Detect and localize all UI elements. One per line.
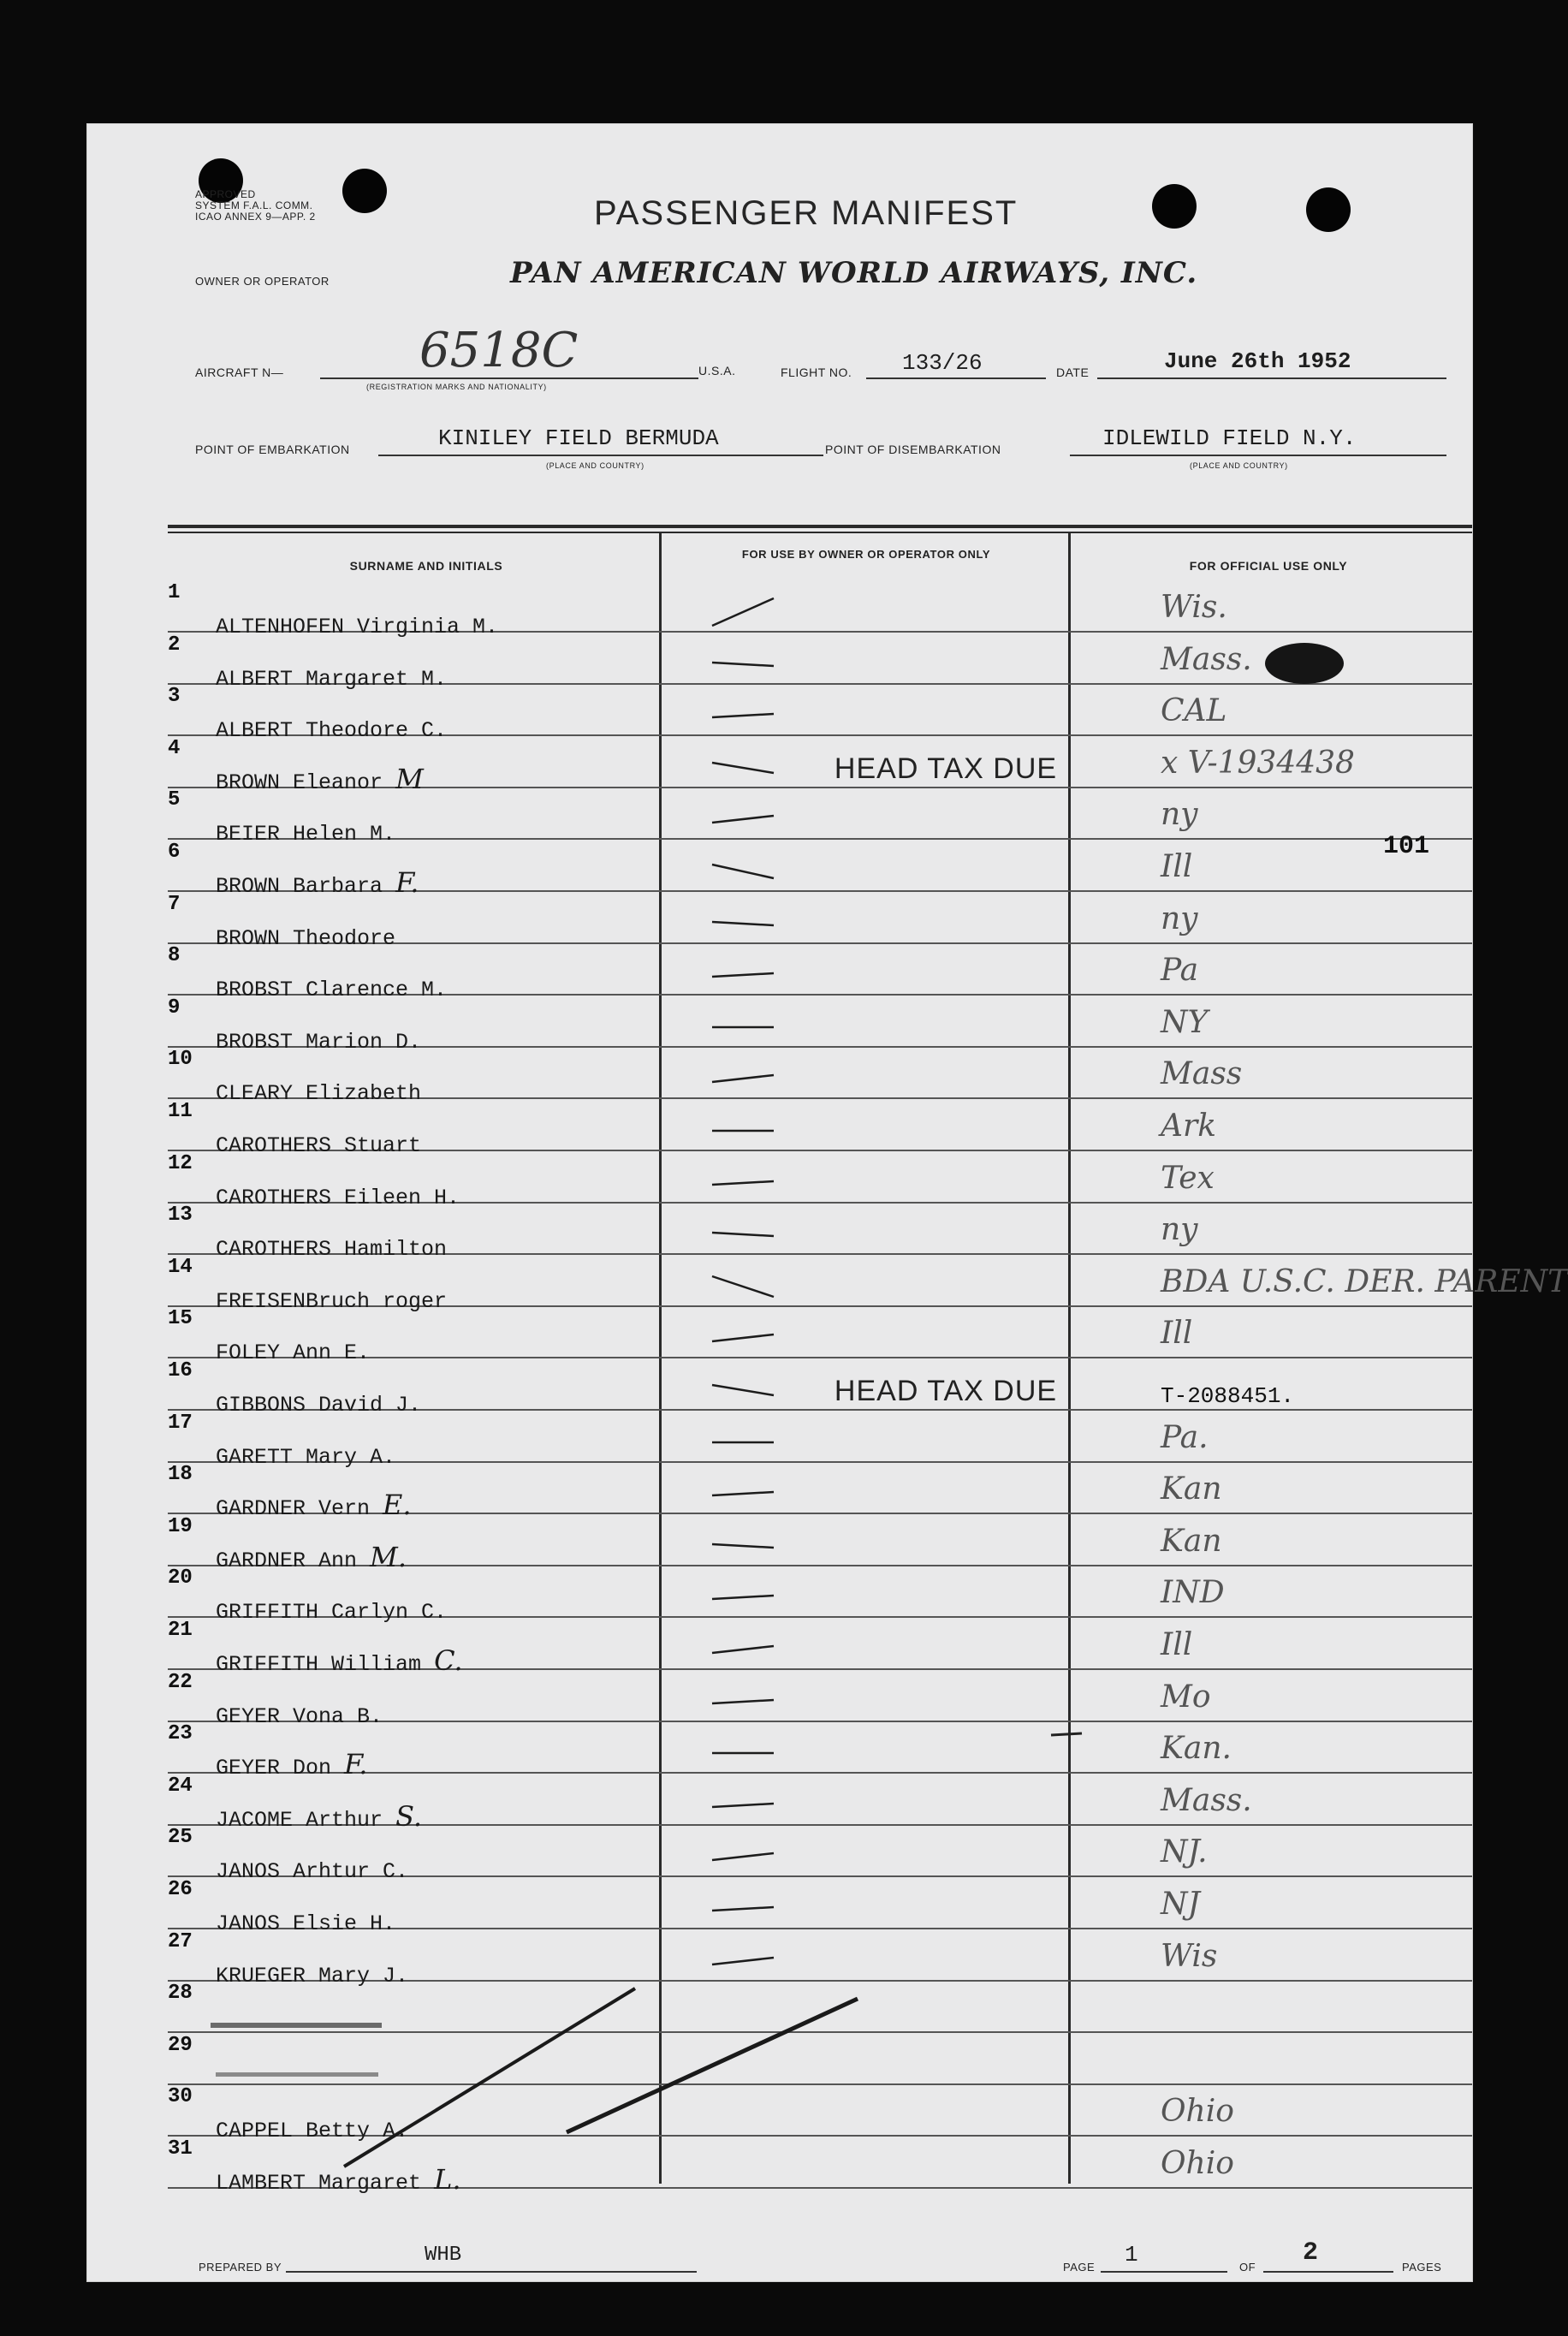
row-number: 4 xyxy=(168,736,181,760)
manifest-sheet xyxy=(87,124,1568,2281)
passenger-name: CLEARY Elizabeth xyxy=(216,1081,422,1107)
approval-line: ICAO ANNEX 9—APP. 2 xyxy=(195,211,316,223)
passenger-name: GRIFFITH Carlyn C. xyxy=(216,1600,448,1626)
official-use-note: Tex xyxy=(1161,1160,1215,1196)
row-number: 22 xyxy=(168,1670,193,1694)
of-value: 2 xyxy=(1303,2238,1319,2268)
usa-label: U.S.A. xyxy=(698,364,736,377)
passenger-name: BROWN Barbara F. xyxy=(216,866,419,899)
passenger-name: CAPPEL Betty A. xyxy=(216,2119,409,2144)
official-use-note: BDA U.S.C. DER. PARENT xyxy=(1161,1263,1568,1299)
approval-line: APPROVED xyxy=(195,188,256,200)
passenger-name: ALBERT Margaret M. xyxy=(216,666,448,692)
passenger-name: CAROTHERS Stuart xyxy=(216,1133,422,1158)
of-label: OF xyxy=(1239,2261,1256,2274)
flight-value: 133/26 xyxy=(902,350,983,376)
official-use-note: T-2088451. xyxy=(1161,1383,1295,1409)
embark-value: KINILEY FIELD BERMUDA xyxy=(438,425,719,451)
row-number: 13 xyxy=(168,1204,193,1227)
passenger-name: JACOME Arthur S. xyxy=(216,1799,423,1833)
passenger-name: ALBERT Theodore C. xyxy=(216,718,448,744)
official-use-note: Pa. xyxy=(1161,1419,1209,1455)
official-use-note: Ohio xyxy=(1161,2094,1234,2130)
passenger-name: FOLEY Ann E. xyxy=(216,1340,371,1366)
official-use-note: Kan xyxy=(1161,1471,1222,1507)
row-number: 25 xyxy=(168,1826,193,1850)
passenger-name: GARDNER Vern E. xyxy=(216,1489,412,1522)
official-use-note: NJ xyxy=(1161,1887,1200,1922)
official-use-note: Ohio xyxy=(1161,2146,1234,2181)
row-number: 10 xyxy=(168,1048,193,1072)
row-number: 8 xyxy=(168,944,181,968)
page-title: PASSENGER MANIFEST xyxy=(594,194,1019,232)
row-number: 28 xyxy=(168,1982,193,2006)
official-use-note: Kan xyxy=(1161,1523,1222,1559)
row-number: 3 xyxy=(168,685,181,709)
official-use-note: NY xyxy=(1161,1004,1209,1040)
row-number: 21 xyxy=(168,1619,193,1642)
passenger-name: GIBBONS David J. xyxy=(216,1393,422,1418)
row-number: 9 xyxy=(168,996,181,1019)
official-use-note: Ill xyxy=(1161,1316,1193,1352)
row-number: 5 xyxy=(168,788,181,812)
official-use-note: ny xyxy=(1161,797,1198,833)
passenger-name: ALTENHOFEN Virginia M. xyxy=(216,615,499,639)
handwritten-initial: M. xyxy=(370,1540,407,1573)
owner-value: PAN AMERICAN WORLD AIRWAYS, INC. xyxy=(510,256,1198,290)
handwritten-initial: M xyxy=(395,762,424,795)
official-use-note: NJ. xyxy=(1161,1834,1208,1870)
row-number: 31 xyxy=(168,2137,193,2161)
disembark-label: POINT OF DISEMBARKATION xyxy=(825,443,1001,456)
aircraft-value: 6518C xyxy=(419,323,579,378)
row-number: 26 xyxy=(168,1878,193,1901)
row-number: 17 xyxy=(168,1411,193,1435)
page-label: PAGE xyxy=(1063,2261,1096,2274)
passenger-name: BEIER Helen M. xyxy=(216,822,396,847)
owner-use-note: HEAD TAX DUE xyxy=(834,752,1058,785)
row-number: 18 xyxy=(168,1463,193,1487)
row-number: 30 xyxy=(168,2085,193,2109)
official-code: 101 xyxy=(1383,832,1430,861)
row-number: 6 xyxy=(168,841,181,864)
passenger-name: GEYER Vona B. xyxy=(216,1703,383,1729)
handwritten-initial: F. xyxy=(344,1748,368,1781)
page-value: 1 xyxy=(1125,2242,1138,2268)
official-use-note: Mass. xyxy=(1161,1782,1252,1818)
approval-line: SYSTEM F.A.L. COMM. xyxy=(195,199,313,211)
date-label: DATE xyxy=(1056,366,1090,379)
row-number: 29 xyxy=(168,2033,193,2057)
official-use-note: Mass. xyxy=(1161,641,1252,677)
official-use-note: Wis xyxy=(1161,1938,1218,1974)
row-number: 15 xyxy=(168,1307,193,1331)
passenger-name: LAMBERT Margaret L. xyxy=(216,2163,461,2196)
passenger-name: JANOS Arhtur C. xyxy=(216,1859,409,1885)
row-number: 2 xyxy=(168,633,181,657)
col-owner-use: FOR USE BY OWNER OR OPERATOR ONLY xyxy=(741,548,991,561)
pages-label: PAGES xyxy=(1402,2261,1442,2274)
official-use-note: ny xyxy=(1161,1212,1198,1248)
official-use-note: Mass xyxy=(1161,1056,1243,1092)
passenger-name: KRUEGER Mary J. xyxy=(216,1963,409,1988)
official-use-note: ny xyxy=(1161,901,1198,936)
official-use-note: Ill xyxy=(1161,849,1193,884)
disembark-value: IDLEWILD FIELD N.Y. xyxy=(1102,425,1357,451)
handwritten-initial: S. xyxy=(395,1799,423,1833)
embark-sub: (PLACE AND COUNTRY) xyxy=(546,461,644,470)
official-use-note: Wis. xyxy=(1161,590,1227,625)
official-use-note: Mo xyxy=(1161,1679,1211,1715)
passenger-name: GARDNER Ann M. xyxy=(216,1540,407,1573)
passenger-name: GRIFFITH William C. xyxy=(216,1644,463,1677)
prepared-value: WHB xyxy=(425,2244,462,2267)
official-use-note: x V-1934438 xyxy=(1161,745,1355,781)
row-number: 1 xyxy=(168,581,181,604)
passenger-name: JANOS Elsie H. xyxy=(216,1911,396,1936)
handwritten-initial: C. xyxy=(434,1644,463,1677)
handwritten-initial: L. xyxy=(434,2163,461,2196)
official-use-note: Ill xyxy=(1161,1627,1193,1662)
row-number: 24 xyxy=(168,1774,193,1798)
passenger-name: GEYER Don F. xyxy=(216,1748,368,1781)
official-use-note: IND xyxy=(1161,1575,1225,1611)
prepared-label: PREPARED BY xyxy=(199,2261,282,2274)
aircraft-label: AIRCRAFT N— xyxy=(195,366,284,379)
passenger-name: BROWN Eleanor M xyxy=(216,762,424,795)
row-number: 19 xyxy=(168,1514,193,1538)
flight-label: FLIGHT NO. xyxy=(781,366,852,379)
owner-use-note: HEAD TAX DUE xyxy=(834,1375,1058,1407)
official-use-note: Ark xyxy=(1161,1109,1217,1144)
strike-marks xyxy=(87,124,1472,2281)
owner-label: OWNER OR OPERATOR xyxy=(195,275,330,288)
official-use-note: Pa xyxy=(1161,953,1199,989)
row-number: 14 xyxy=(168,1255,193,1279)
passenger-name: BROBST Clarence M. xyxy=(216,978,448,1003)
official-use-note: CAL xyxy=(1161,693,1227,729)
handwritten-initial: E. xyxy=(383,1489,412,1522)
passenger-name: FREISENBruch roger xyxy=(216,1288,448,1314)
handwritten-initial: F. xyxy=(395,866,419,899)
passenger-name: CAROTHERS Hamilton xyxy=(216,1237,448,1263)
passenger-name: BROBST Marion D. xyxy=(216,1029,422,1055)
passenger-name: GARETT Mary A. xyxy=(216,1444,396,1470)
aircraft-sub: (REGISTRATION MARKS AND NATIONALITY) xyxy=(366,383,547,391)
row-number: 16 xyxy=(168,1359,193,1382)
embark-label: POINT OF EMBARKATION xyxy=(195,443,350,456)
col-surname: SURNAME AND INITIALS xyxy=(349,559,503,573)
row-number: 20 xyxy=(168,1566,193,1590)
row-number: 23 xyxy=(168,1722,193,1746)
passenger-name: BROWN Theodore xyxy=(216,925,396,951)
col-official-use: FOR OFFICIAL USE ONLY xyxy=(1189,559,1348,573)
row-number: 27 xyxy=(168,1929,193,1953)
disembark-sub: (PLACE AND COUNTRY) xyxy=(1190,461,1288,470)
row-number: 12 xyxy=(168,1151,193,1175)
official-use-note: Kan. xyxy=(1161,1731,1232,1767)
passenger-name: CAROTHERS Eileen H. xyxy=(216,1185,460,1210)
row-number: 11 xyxy=(168,1100,193,1123)
date-value: June 26th 1952 xyxy=(1164,348,1351,374)
row-number: 7 xyxy=(168,892,181,916)
